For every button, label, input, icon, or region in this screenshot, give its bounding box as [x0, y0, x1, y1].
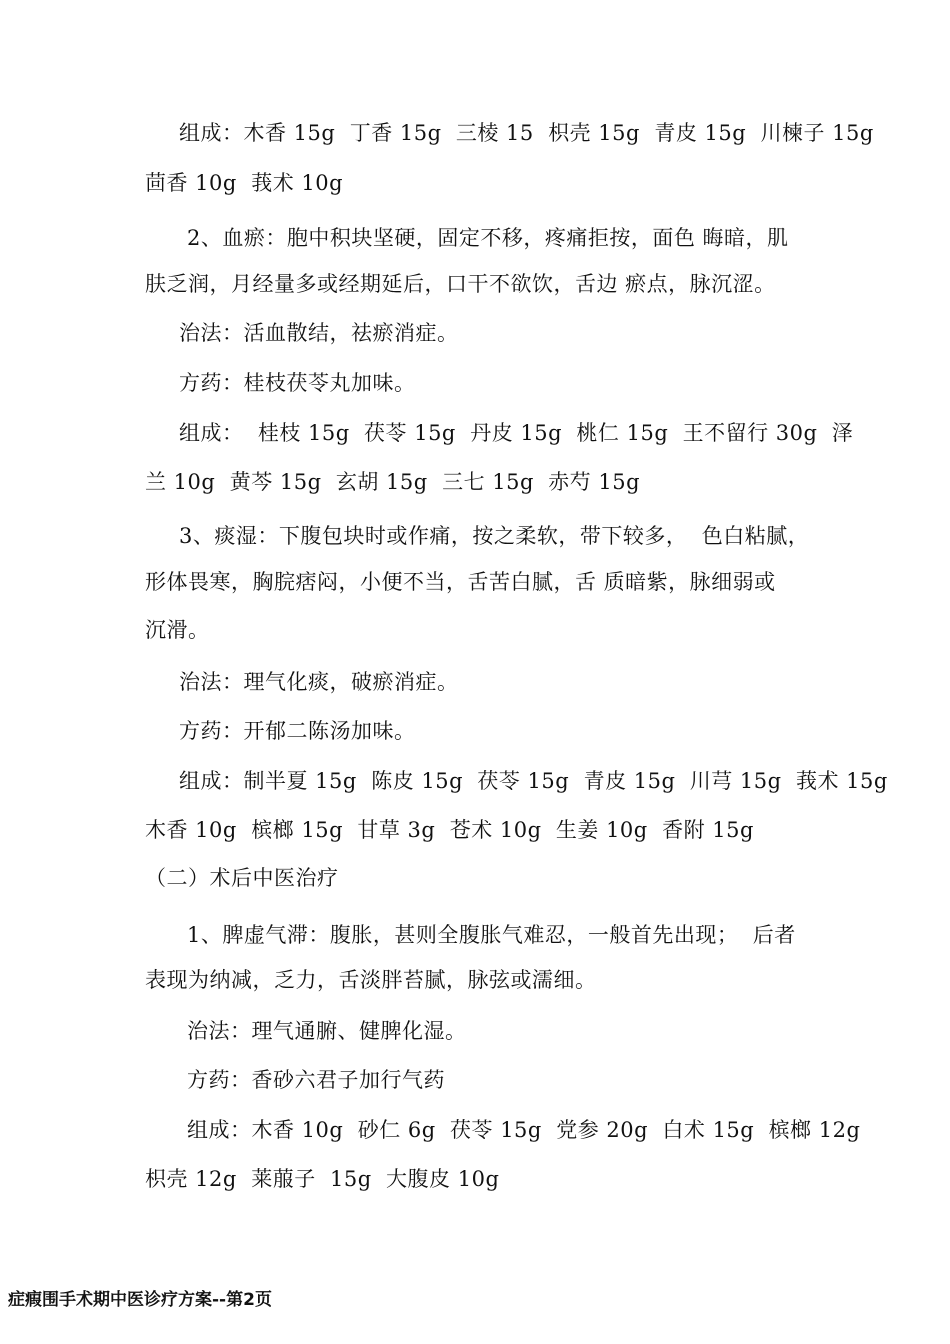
text-line: 茴香 10g 莪术 10g: [145, 171, 344, 195]
text-line: 沉滑。: [145, 618, 210, 642]
text-line: 治法：理气化痰，破瘀消症。: [179, 670, 459, 694]
text-line: 治法：理气通腑、健脾化湿。: [187, 1019, 467, 1043]
text-line: 木香 10g 槟榔 15g 甘草 3g 苍术 10g 生姜 10g 香附 15g: [145, 818, 754, 842]
text-line: 表现为纳减，乏力，舌淡胖苔腻，脉弦或濡细。: [145, 968, 597, 992]
text-line: 方药：桂枝茯苓丸加味。: [179, 371, 416, 395]
page-footer: 症瘕围手术期中医诊疗方案--第2页: [8, 1290, 272, 1310]
text-line: 1、脾虚气滞：腹胀，甚则全腹胀气难忍，一般首先出现； 后者: [187, 923, 796, 947]
text-line: 组成： 桂枝 15g 茯苓 15g 丹皮 15g 桃仁 15g 王不留行 30g 泽: [179, 421, 854, 445]
text-line: 3、痰湿：下腹包块时或作痛，按之柔软，带下较多， 色白粘腻，: [179, 524, 810, 548]
text-line: 组成：木香 15g 丁香 15g 三棱 15 枳壳 15g 青皮 15g 川楝子 15g: [179, 121, 874, 145]
text-line: 组成：木香 10g 砂仁 6g 茯苓 15g 党参 20g 白术 15g 槟榔 12g: [187, 1118, 861, 1142]
text-line: 方药：香砂六君子加行气药: [187, 1068, 445, 1092]
text-line: 兰 10g 黄芩 15g 玄胡 15g 三七 15g 赤芍 15g: [145, 470, 641, 494]
text-line: 枳壳 12g 莱菔子 15g 大腹皮 10g: [145, 1167, 500, 1191]
text-line: 肤乏润，月经量多或经期延后，口干不欲饮，舌边 瘀点，脉沉涩。: [145, 272, 776, 296]
section-heading: （二）术后中医治疗: [145, 866, 339, 890]
text-line: 组成：制半夏 15g 陈皮 15g 茯苓 15g 青皮 15g 川芎 15g 莪术 15g: [179, 769, 888, 793]
text-line: 方药：开郁二陈汤加味。: [179, 719, 416, 743]
text-line: 2、血瘀：胞中积块坚硬，固定不移，疼痛拒按，面色 晦暗，肌: [187, 226, 789, 250]
text-line: 形体畏寒，胸脘痞闷，小便不当，舌苦白腻，舌 质暗紫，脉细弱或: [145, 570, 776, 594]
text-line: 治法：活血散结，祛瘀消症。: [179, 321, 459, 345]
